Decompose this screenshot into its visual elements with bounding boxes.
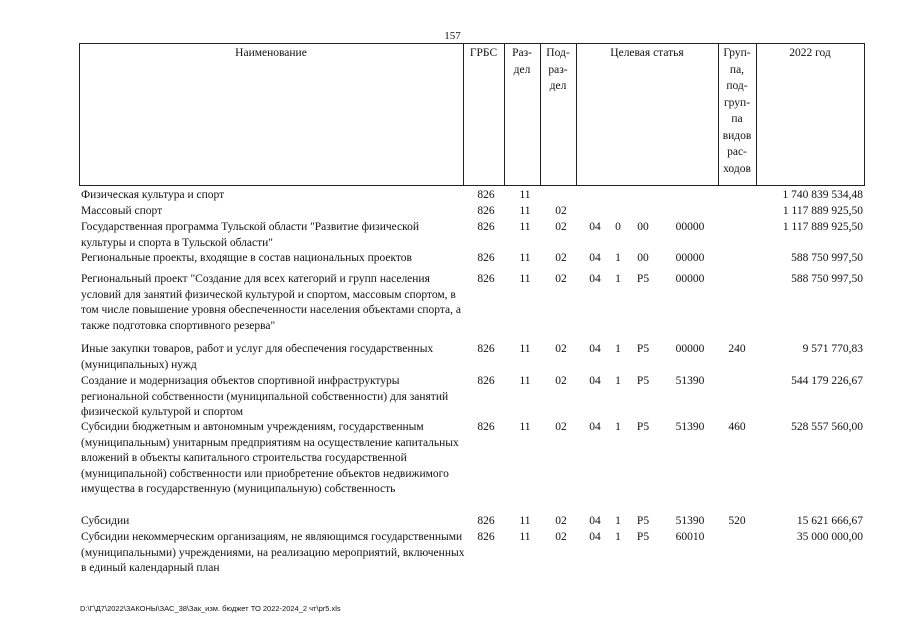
row-pp: 1 bbox=[615, 375, 621, 387]
row-sum: 1 740 839 534,48 bbox=[782, 189, 863, 201]
row-name: Массовый спорт bbox=[81, 205, 163, 217]
row-razdel: 11 bbox=[519, 273, 531, 285]
row-vid: 520 bbox=[728, 515, 746, 527]
row-prog: 04 bbox=[589, 343, 601, 355]
row-grbs: 826 bbox=[477, 252, 495, 264]
row-prog: 04 bbox=[589, 515, 601, 527]
row-osn: P5 bbox=[636, 515, 650, 527]
row-sum: 9 571 770,83 bbox=[802, 343, 863, 355]
row-osn: P5 bbox=[636, 421, 650, 433]
header-name: Наименование bbox=[235, 47, 307, 59]
row-napr: 00000 bbox=[675, 252, 705, 264]
row-name: Иные закупки товаров, работ и услуг для обеспечения государственных (муниципальных) нужд bbox=[81, 343, 434, 371]
row-prog: 04 bbox=[589, 531, 601, 543]
header-razdel: Раз- дел bbox=[512, 47, 532, 76]
row-pp: 1 bbox=[615, 531, 621, 543]
row-name: Создание и модернизация объектов спортивной инфраструктуры региональной собственности (муниципальной собственности) для занятий физической культурой и спортом bbox=[81, 375, 449, 418]
row-razdel: 11 bbox=[519, 531, 531, 543]
header-grbs: ГРБС bbox=[469, 47, 498, 59]
row-razdel: 11 bbox=[519, 343, 531, 355]
row-napr: 60010 bbox=[675, 531, 705, 543]
row-podrazdel: 02 bbox=[555, 252, 567, 264]
column-divider bbox=[576, 43, 577, 186]
row-osn: P5 bbox=[636, 343, 650, 355]
row-grbs: 826 bbox=[477, 273, 495, 285]
row-osn: P5 bbox=[636, 531, 650, 543]
row-grbs: 826 bbox=[477, 343, 495, 355]
row-napr: 00000 bbox=[675, 273, 705, 285]
row-podrazdel: 02 bbox=[555, 531, 567, 543]
row-pp: 1 bbox=[615, 273, 621, 285]
row-sum: 588 750 997,50 bbox=[791, 252, 863, 264]
row-napr: 51390 bbox=[675, 375, 705, 387]
header-top-border bbox=[79, 43, 865, 44]
header-expense-type: Груп- па, под- груп- па видов рас- ходов bbox=[722, 47, 752, 175]
header-bottom-border bbox=[79, 185, 865, 186]
row-sum: 1 117 889 925,50 bbox=[782, 221, 863, 233]
row-name: Региональный проект "Создание для всех категорий и групп населения условий для занятий физической культурой и спортом, массовым спортом, в том числе повышение уровня обеспеченности населения объектами спорта, а также подготовка спортивного резерва" bbox=[81, 273, 461, 332]
row-name: Региональные проекты, входящие в состав национальных проектов bbox=[81, 252, 412, 264]
row-podrazdel: 02 bbox=[555, 421, 567, 433]
column-divider bbox=[864, 43, 865, 186]
row-razdel: 11 bbox=[519, 515, 531, 527]
row-vid: 460 bbox=[728, 421, 746, 433]
row-prog: 04 bbox=[589, 421, 601, 433]
row-osn: 00 bbox=[637, 252, 649, 264]
row-sum: 35 000 000,00 bbox=[796, 531, 863, 543]
row-pp: 1 bbox=[615, 515, 621, 527]
row-grbs: 826 bbox=[477, 375, 495, 387]
row-grbs: 826 bbox=[477, 221, 495, 233]
row-osn: 00 bbox=[637, 221, 649, 233]
row-name: Субсидии некоммерческим организациям, не являющимся государственными (муниципальными) учреждениями, на реализацию мероприятий, включенных в единый календарный план bbox=[81, 531, 465, 574]
row-grbs: 826 bbox=[477, 205, 495, 217]
page-number: 157 bbox=[444, 30, 461, 42]
column-divider bbox=[79, 43, 80, 186]
header-target-article: Целевая статья bbox=[610, 47, 684, 59]
row-prog: 04 bbox=[589, 375, 601, 387]
row-sum: 544 179 226,67 bbox=[791, 375, 863, 387]
row-razdel: 11 bbox=[519, 221, 531, 233]
row-razdel: 11 bbox=[519, 375, 531, 387]
row-name: Государственная программа Тульской области "Развитие физической культуры и спорта в Тульской области" bbox=[81, 221, 420, 249]
header-podrazdel: Под- раз- дел bbox=[546, 47, 570, 92]
row-osn: P5 bbox=[636, 273, 650, 285]
row-name: Субсидии bbox=[81, 515, 130, 527]
row-podrazdel: 02 bbox=[555, 375, 567, 387]
row-pp: 1 bbox=[615, 421, 621, 433]
row-pp: 0 bbox=[615, 221, 621, 233]
row-name: Физическая культура и спорт bbox=[81, 189, 225, 201]
row-razdel: 11 bbox=[519, 421, 531, 433]
row-name: Субсидии бюджетным и автономным учреждениям, государственным (муниципальным) унитарным предприятиям на осуществление капитальных вложений в объекты капитального строительства государственной (муниципальной) собственности или приобретение объектов недвижимого имущества в государственную (муниципальную) собственность bbox=[81, 421, 459, 495]
row-sum: 15 621 666,67 bbox=[796, 515, 863, 527]
column-divider bbox=[756, 43, 757, 186]
row-sum: 588 750 997,50 bbox=[791, 273, 863, 285]
row-podrazdel: 02 bbox=[555, 343, 567, 355]
row-osn: P5 bbox=[636, 375, 650, 387]
table-header bbox=[79, 43, 865, 186]
row-prog: 04 bbox=[589, 221, 601, 233]
row-razdel: 11 bbox=[519, 252, 531, 264]
row-sum: 1 117 889 925,50 bbox=[782, 205, 863, 217]
row-grbs: 826 bbox=[477, 531, 495, 543]
row-napr: 00000 bbox=[675, 221, 705, 233]
row-napr: 51390 bbox=[675, 421, 705, 433]
column-divider bbox=[463, 43, 464, 186]
row-podrazdel: 02 bbox=[555, 205, 567, 217]
row-podrazdel: 02 bbox=[555, 515, 567, 527]
row-razdel: 11 bbox=[519, 189, 531, 201]
row-napr: 51390 bbox=[675, 515, 705, 527]
row-prog: 04 bbox=[589, 273, 601, 285]
header-year: 2022 год bbox=[789, 47, 831, 59]
row-grbs: 826 bbox=[477, 421, 495, 433]
row-razdel: 11 bbox=[519, 205, 531, 217]
row-podrazdel: 02 bbox=[555, 221, 567, 233]
row-grbs: 826 bbox=[477, 515, 495, 527]
row-pp: 1 bbox=[615, 343, 621, 355]
row-podrazdel: 02 bbox=[555, 273, 567, 285]
row-napr: 00000 bbox=[675, 343, 705, 355]
row-prog: 04 bbox=[589, 252, 601, 264]
row-pp: 1 bbox=[615, 252, 621, 264]
row-grbs: 826 bbox=[477, 189, 495, 201]
row-sum: 528 557 560,00 bbox=[791, 421, 863, 433]
row-vid: 240 bbox=[728, 343, 746, 355]
file-path-footer: D:\Г\Д7\2022\ЗАКОНЫ\ЗАС_38\Зак_изм. бюджет ТО 2022-2024_2 чт\pr5.xls bbox=[80, 604, 341, 613]
